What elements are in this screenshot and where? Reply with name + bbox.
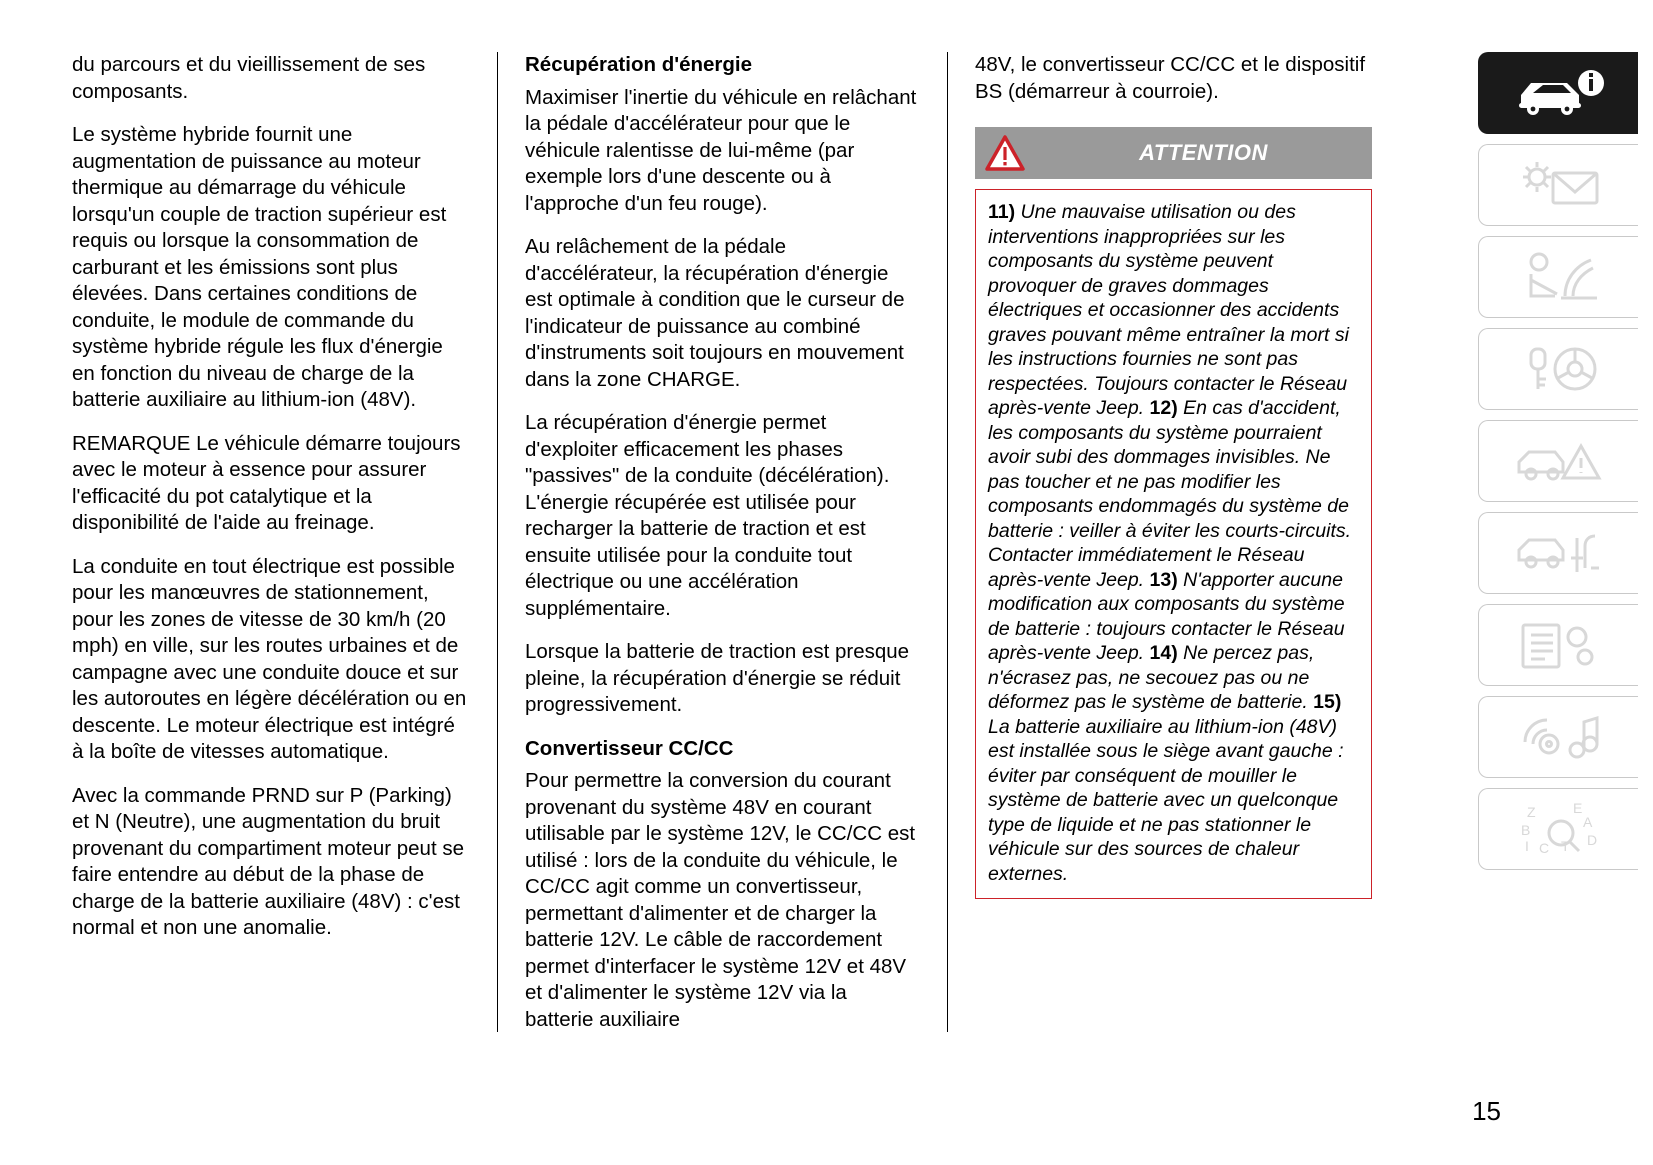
attention-item [988, 397, 1351, 591]
attention-item-text: La batterie auxiliaire au lithium-ion (48V) est installée sous le siège avant gauche : éviter par conséquent de mouiller le système de batterie avec un quelconque type de liquide et ne pas stationner le véhicule sur des sources de chaleur externes. [988, 715, 1344, 885]
attention-item-text: Ne percez pas, n'écrasez pas, ne secouez pas ou ne déformez pas le système de batterie. [988, 642, 1315, 713]
column-left [72, 52, 497, 1032]
paragraph: Lorsque la batterie de traction est presque pleine, la récupération d'énergie se réduit progressivement. [525, 640, 910, 716]
attention-item-number: 12) [1149, 397, 1178, 419]
radio-music-icon [1515, 712, 1603, 762]
svg-text:T: T [1560, 838, 1570, 854]
attention-item-number: 13) [1149, 568, 1178, 591]
warning-triangle-car-icon [1513, 436, 1605, 486]
tab-multimedia[interactable] [1478, 696, 1638, 778]
page-number: 15 [1472, 1096, 1501, 1126]
svg-text:E: E [1572, 801, 1582, 816]
paragraph: Maximiser l'inertie du véhicule en relâchant la pédale d'accélérateur pour que le véhicule ralentisse de lui-même (par exemple lors d'une descente ou à l'approche d'un feu rouge). [525, 85, 917, 215]
attention-item-number: 15) [1313, 691, 1342, 713]
document-gear-icon [1515, 619, 1603, 671]
paragraph: Avec la commande PRND sur P (Parking) et N (Neutre), une augmentation du bruit provenant du compartiment moteur peut se faire entendre au début de la phase de charge de la batterie auxiliaire (48V) : c'est normal et non une anomalie. [72, 783, 464, 939]
attention-item-text: N'apporter aucune modification aux composants du système de batterie : toujours contacter le Réseau après-vente Jeep. [988, 568, 1345, 664]
paragraph: REMARQUE Le véhicule démarre toujours avec le moteur à essence pour assurer l'efficacité du pot catalytique et la disponibilité de l'aide au freinage. [72, 431, 461, 534]
dashboard-warning-icon [1513, 159, 1605, 211]
attention-icon-cell [975, 127, 1035, 179]
paragraph: Au relâchement de la pédale d'accélérateur, la récupération d'énergie est optimale à condition que le curseur de l'indicateur de puissance au combiné d'instruments soit toujours en mouvement dans la zone CHARGE. [525, 235, 905, 391]
column-middle [497, 52, 947, 1032]
svg-text:A: A [1582, 814, 1592, 830]
paragraph: Le système hybride fournit une augmentation de puissance au moteur thermique au démarrage du véhicule lorsqu'un couple de traction supérieur est requis ou lorsque la consommation de carburant et les émissions sont plus élevées. Dans certaines conditions de conduite, le module de commande du système hybride régule les flux d'énergie en fonction du niveau de charge de la batterie auxiliaire au lithium-ion (48V). [72, 123, 447, 411]
svg-text:B: B [1520, 822, 1530, 838]
alphabetical-index-icon [1513, 801, 1605, 857]
paragraph: La conduite en tout électrique est possible pour les manœuvres de stationnement, pour les zones de vitesse de 30 km/h (20 mph) en ville, sur les routes urbaines et de campagne avec une conduite douce et sur les autoroutes en légère décélération ou en descente. Le moteur électrique est intégré à la boîte de vitesses automatique. [72, 554, 467, 763]
warning-triangle-icon [985, 135, 1025, 171]
svg-text:Z: Z [1526, 804, 1536, 820]
text-columns [72, 52, 1372, 1032]
tab-emergency[interactable] [1478, 420, 1638, 502]
attention-item-number: 14) [1149, 642, 1178, 664]
paragraph: La récupération d'énergie permet d'exploiter efficacement les phases "passives" de la conduite (décélération). L'énergie récupérée est utilisée pour recharger la batterie de traction et est ensuite utilisée pour la conduite tout électrique ou une accélération supplémentaire. [525, 411, 890, 620]
column-right [947, 52, 1372, 1032]
attention-header [975, 127, 1372, 179]
section-heading-dcdc-converter: Convertisseur CC/CC [525, 736, 734, 760]
attention-item-text: En cas d'accident, les composants du système pourraient avoir subi des dommages invisibles. Ne pas toucher et ne pas modifier les composants endommagés du système de batterie : veiller à éviter les courts-circuits. Contacter immédiatement le Réseau après-vente Jeep. [988, 397, 1352, 591]
car-wrench-icon [1513, 528, 1605, 578]
tab-vehicle-info[interactable] [1478, 52, 1638, 134]
attention-item-number: 11) [988, 201, 1016, 223]
attention-item [988, 201, 1349, 419]
tab-technical-specs[interactable] [1478, 604, 1638, 686]
tab-maintenance[interactable] [1478, 512, 1638, 594]
section-heading-energy-recovery: Récupération d'énergie [525, 53, 753, 76]
svg-text:C: C [1538, 840, 1549, 856]
attention-title-bar [1035, 127, 1372, 179]
car-info-icon [1511, 67, 1607, 119]
svg-text:D: D [1586, 832, 1597, 848]
paragraph: Pour permettre la conversion du courant provenant du système 48V en courant utilisable par le système 12V, le CC/CC est utilisé : lors de la conduite du véhicule, le CC/CC agit comme un convertisseur, permettant d'alimenter et de charger la batterie 12V. Le câble de raccordement permet d'interfacer le système 12V et 48V et d'alimenter le système 12V via la batterie auxiliaire [525, 769, 916, 1031]
svg-text:I: I [1524, 838, 1529, 854]
seatbelt-airbag-icon [1517, 250, 1601, 304]
attention-item-text: Une mauvaise utilisation ou des interventions inappropriées sur les composants du système peuvent provoquer de graves dommages électriques et occasionner des accidents graves pouvant même entraîner la mort si les instructions fournies ne sont pas respectées. Toujours contacter le Réseau après-vente Jeep. [988, 201, 1349, 419]
key-steering-wheel-icon [1517, 343, 1601, 395]
attention-body [975, 189, 1372, 899]
tab-index[interactable] [1478, 788, 1638, 870]
tab-safety[interactable] [1478, 236, 1638, 318]
section-tab-rail [1478, 52, 1653, 880]
attention-item [988, 691, 1344, 885]
tab-dashboard[interactable] [1478, 144, 1638, 226]
attention-title: ATTENTION [1139, 140, 1268, 165]
tab-starting-driving[interactable] [1478, 328, 1638, 410]
paragraph: 48V, le convertisseur CC/CC et le dispositif BS (démarreur à courroie). [975, 53, 1366, 103]
paragraph: du parcours et du vieillissement de ses composants. [72, 53, 426, 103]
